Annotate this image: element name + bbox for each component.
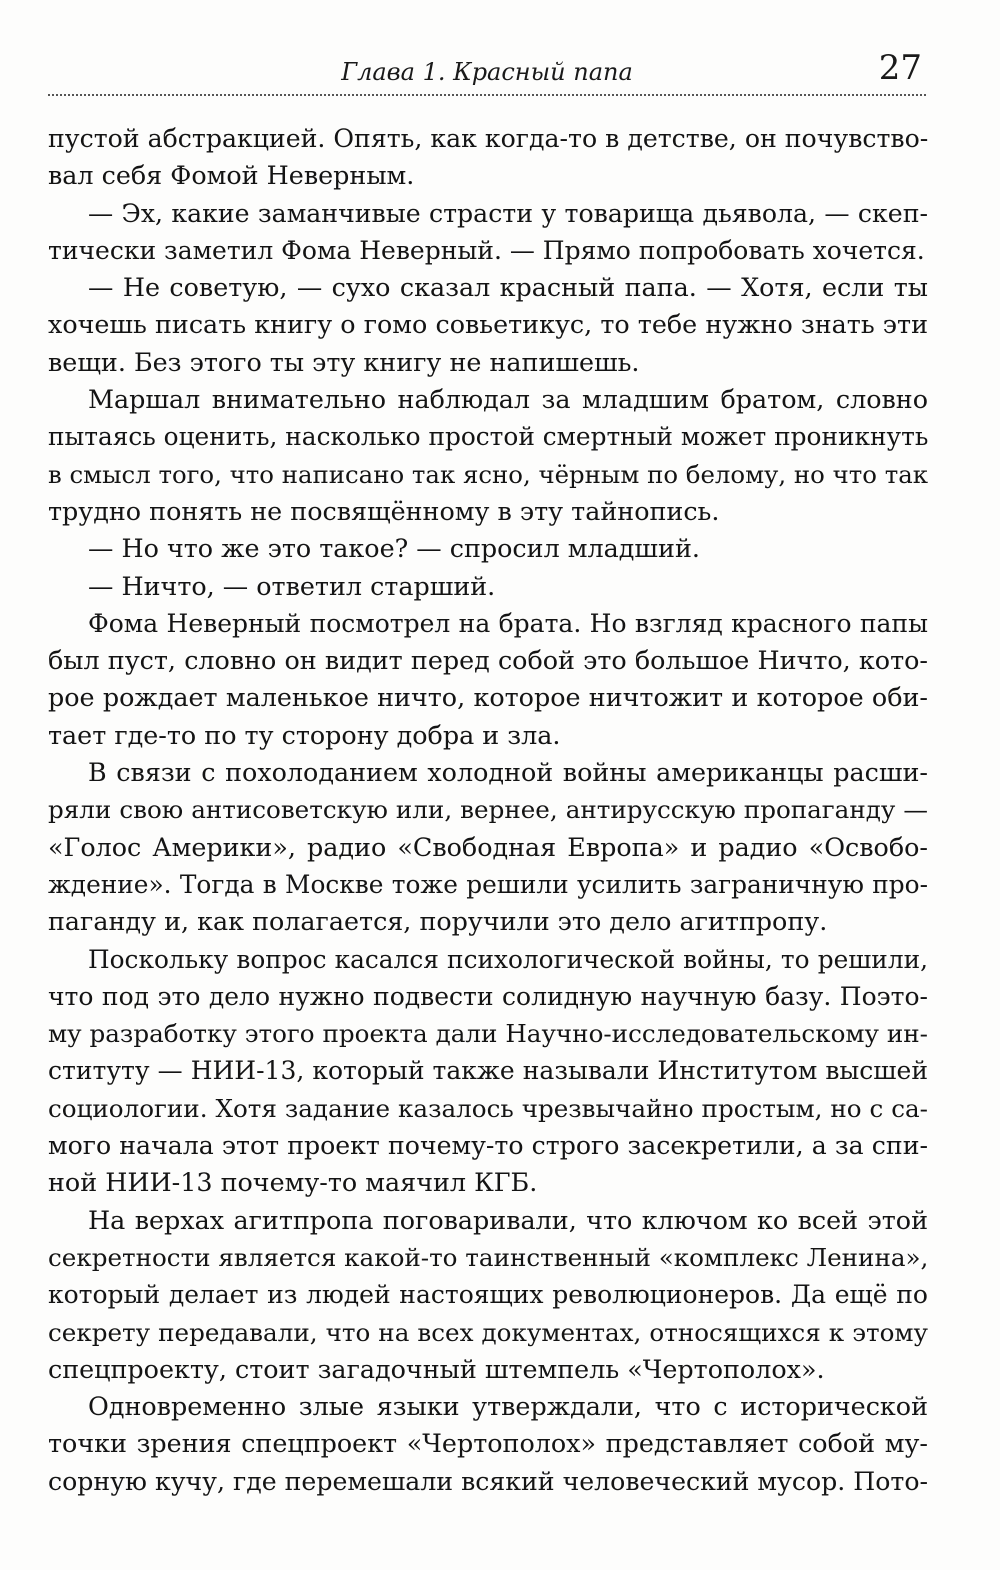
text-line: «Голос Америки», радио «Свободная Европа» и радио «Освобо- [48,831,928,862]
text-line: сорную кучу, где перемешали всякий человеческий мусор. Пото- [48,1466,928,1496]
text-line: Фома Неверный посмотрел на брата. Но взгляд красного папы [88,608,928,638]
text-line: Одновременно злые языки утверждали, что с исторической [88,1391,928,1422]
text-line: что под это дело нужно подвести солидную научную базу. Поэто- [48,981,928,1011]
text-line: мого начала этот проект почему-то строго засекретили, а за спи- [48,1131,928,1161]
text-line: паганду и, как полагается, поручили это дело агитпропу. [48,906,828,937]
text-line: — Ничто, — ответил старший. [88,570,496,601]
text-line: На верхах агитпропа поговаривали, что ключом ко всей этой [88,1204,928,1235]
text-line: секрету передавали, что на всех документах, относящихся к этому [48,1317,928,1347]
text-line: пустой абстракцией. Опять, как когда-то в детстве, он почувство- [48,124,929,153]
text-line: хочешь писать книгу о гомо совьетикус, то тебе нужно знать эти [48,309,928,340]
body-text [48,120,928,1500]
text-line: — Но что же это такое? — спросил младший. [88,533,700,564]
text-line: тает где-то по ту сторону добра и зла. [48,719,561,750]
text-line: спецпроекту, стоит загадочный штемпель «Чертополох». [48,1353,825,1384]
text-line: трудно понять не посвящённому в эту тайнопись. [48,495,720,526]
text-line: ряли свою антисоветскую или, вернее, антирусскую пропаганду — [48,795,928,825]
text-line: был пуст, словно он видит перед собой это большое Ничто, кото- [48,645,928,676]
running-head [48,44,926,96]
text-line: точки зрения спецпроект «Чертополох» представляет собой му- [48,1428,928,1459]
text-line: вещи. Без этого ты эту книгу не напишешь. [48,346,640,377]
running-title: Глава 1. Красный папа [341,58,633,86]
text-line: который делает из людей настоящих революционеров. Да ещё по [48,1280,928,1310]
text-line: му разработку этого проекта дали Научно-исследовательскому ин- [48,1019,928,1049]
page-number: 27 [878,48,922,88]
text-line: вал себя Фомой Неверным. [48,160,415,191]
text-line: ституту — НИИ-13, который также называли Институтом высшей [48,1056,928,1086]
text-line: ной НИИ-13 почему-то маячил КГБ. [48,1167,538,1198]
text-line: в смысл того, что написано так ясно, чёрным по белому, но что так [48,459,928,489]
text-line: секретности является какой-то таинственный «комплекс Ленина», [48,1242,929,1272]
text-line: — Не советую, — сухо сказал красный папа. — Хотя, если ты [88,272,928,303]
text-line: В связи с похолоданием холодной войны американцы расши- [88,757,928,788]
text-line: — Эх, какие заманчивые страсти у товарища дьявола, — скеп- [88,198,928,228]
text-line: пытаясь оценить, насколько простой смертный может проникнуть [48,422,929,452]
text-line: ждение». Тогда в Москве тоже решили усилить заграничную про- [48,869,928,899]
text-line: социологии. Хотя задание казалось чрезвычайно простым, но с са- [48,1093,928,1123]
text-line: Поскольку вопрос касался психологической войны, то решили, [88,944,928,974]
text-line: Маршал внимательно наблюдал за младшим братом, словно [88,384,928,415]
text-line: тически заметил Фома Неверный. — Прямо попробовать хочется. [48,235,925,265]
text-line: рое рождает маленькое ничто, которое ничтожит и которое оби- [48,682,928,713]
